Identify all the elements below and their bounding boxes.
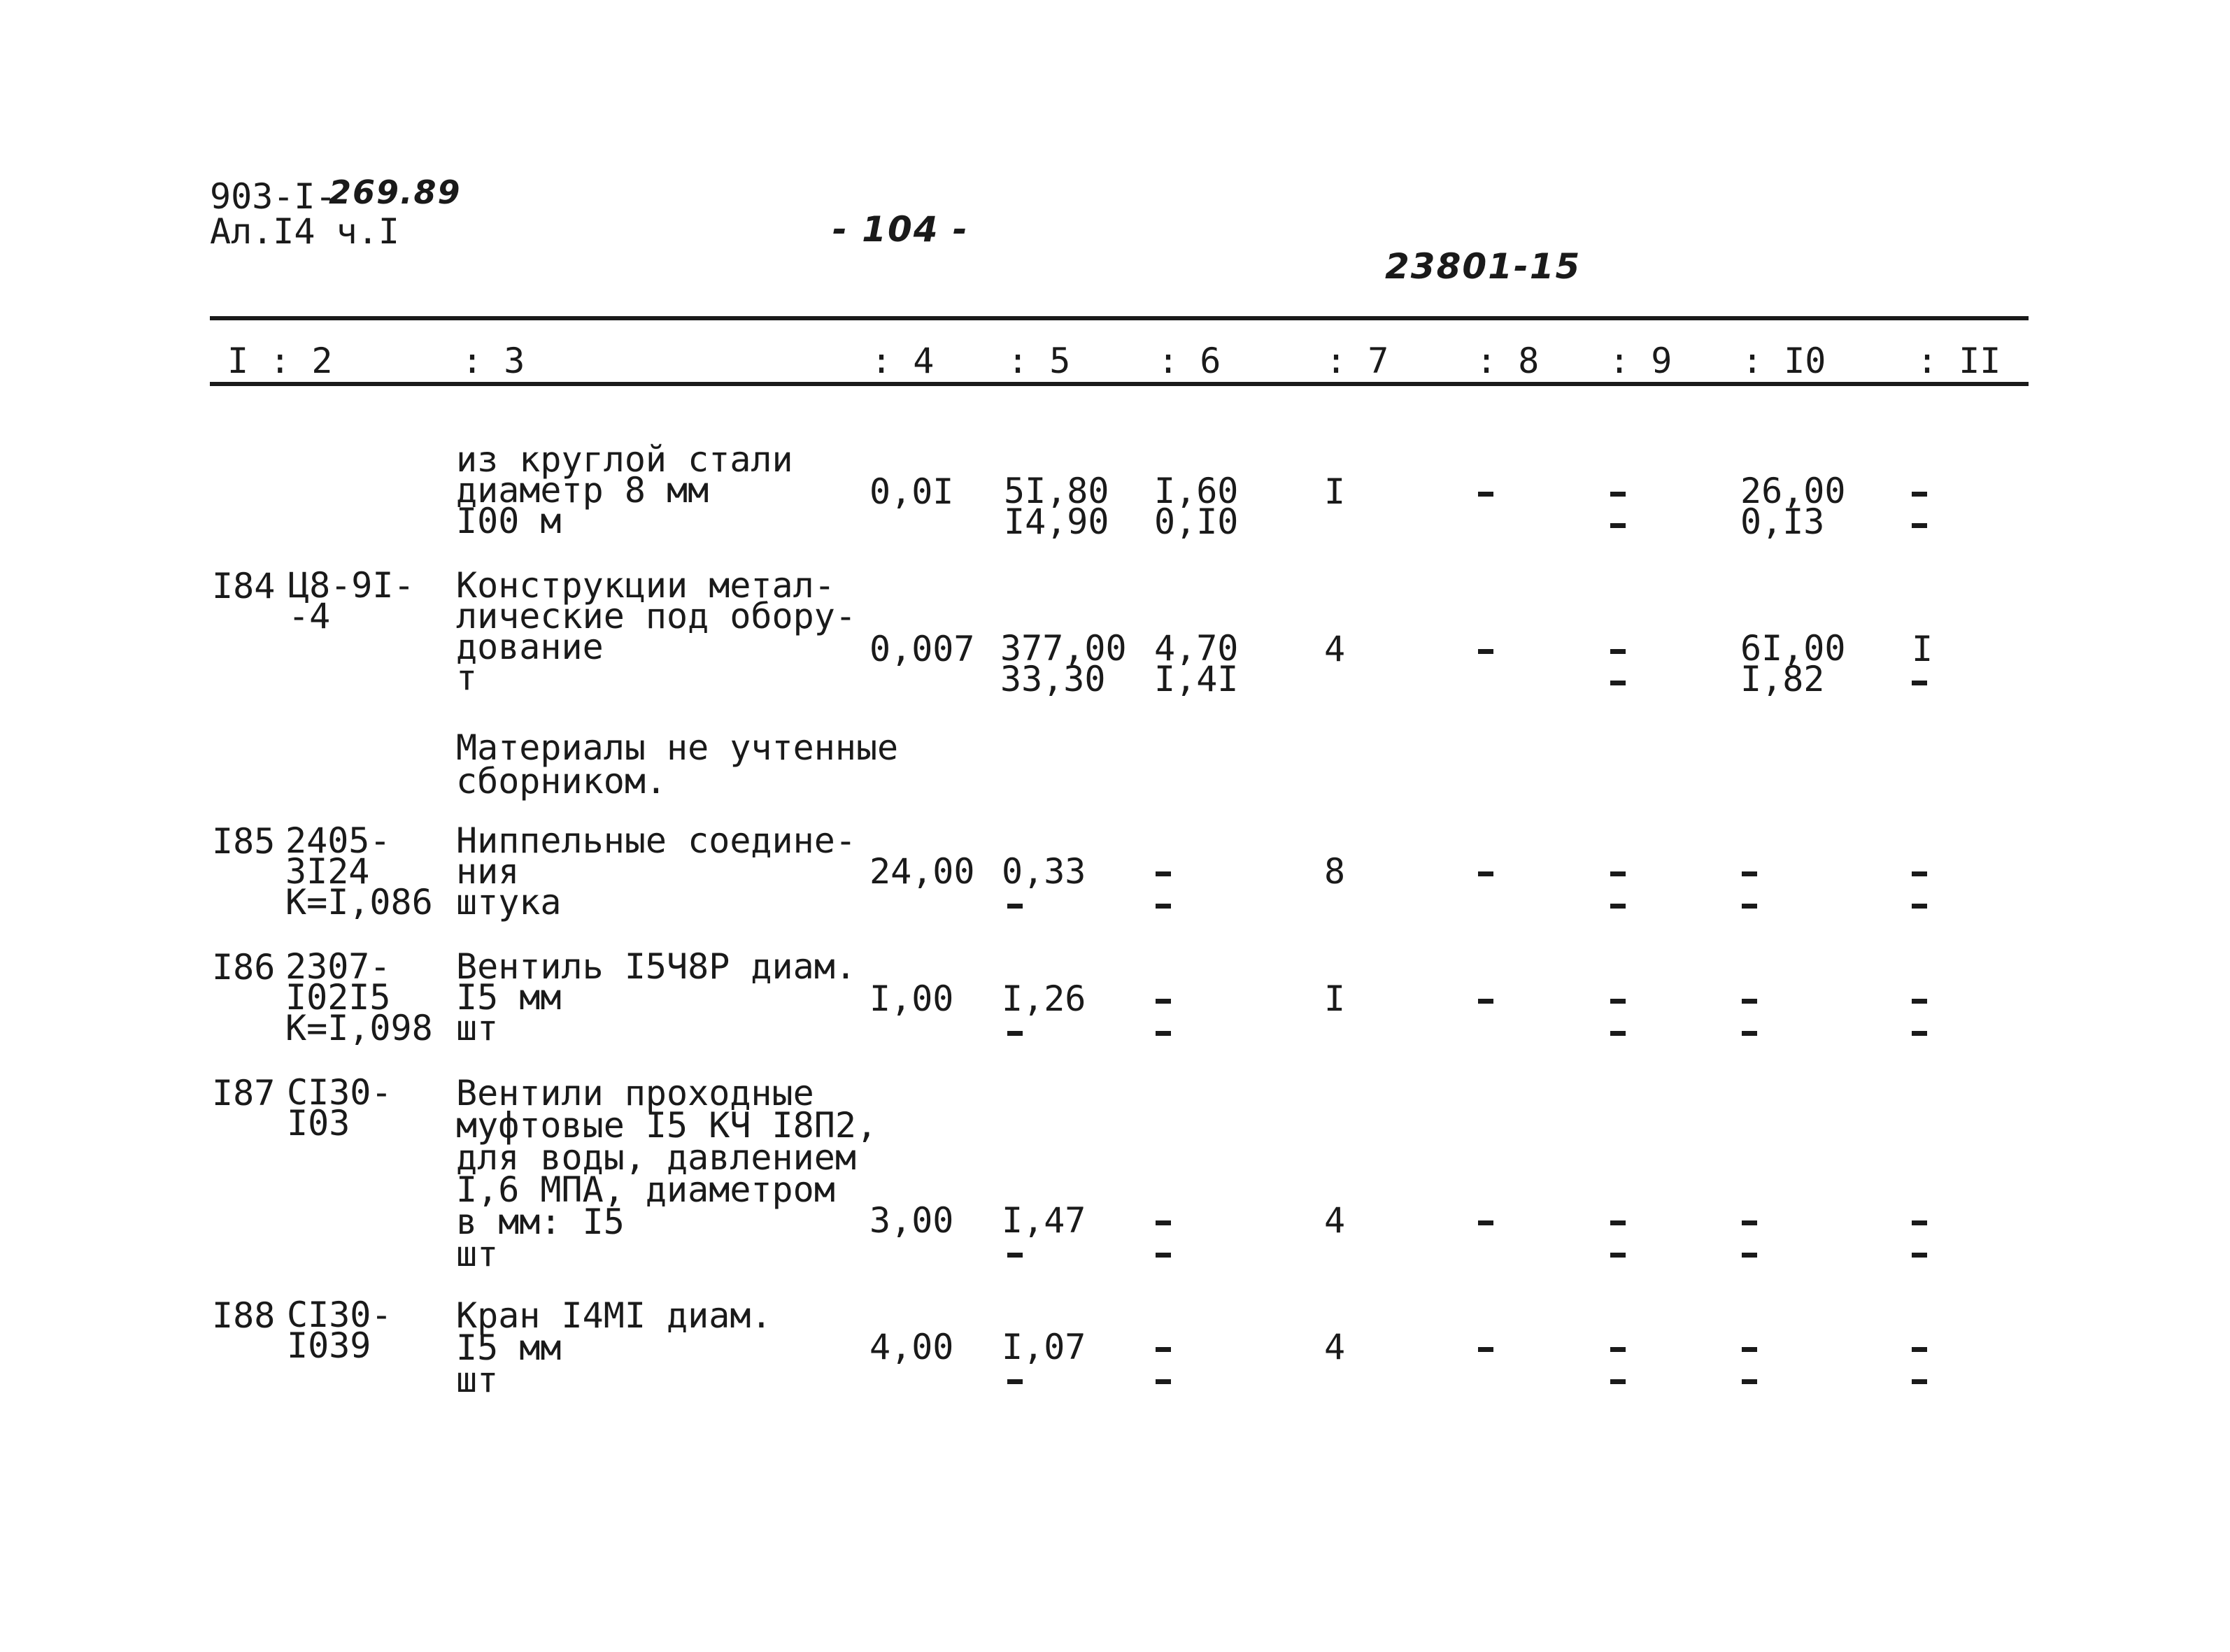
- row-col6: I,60 0,I0: [1154, 471, 1239, 542]
- row-col7: I: [1324, 471, 1346, 512]
- section-note: Материалы не учтенные сборником.: [456, 727, 899, 802]
- dash-col11: [1912, 681, 1927, 685]
- top-rule: [210, 316, 2029, 320]
- row-col5: I,07: [1002, 1327, 1086, 1367]
- column-header-8: : 8: [1476, 341, 1540, 381]
- row-quantity: 0,007: [869, 629, 975, 669]
- dash-col9: [1610, 1253, 1626, 1258]
- row-col7: 4: [1324, 629, 1346, 669]
- row-col10: 26,00 0,I3: [1740, 471, 1846, 542]
- row-col7: 4: [1324, 1327, 1346, 1367]
- dash-col6: [1156, 904, 1171, 909]
- dash-col9: [1610, 1379, 1626, 1384]
- dash-col6: [1156, 1031, 1171, 1036]
- row-code: Ц8-9I- -4: [288, 565, 415, 636]
- dash-col11: [1912, 523, 1927, 528]
- document-code-prefix: 903-I-: [210, 176, 336, 217]
- dash-col11: [1912, 1031, 1927, 1036]
- row-col10: 6I,00 I,82: [1740, 628, 1846, 699]
- row-quantity: 0,0I: [869, 471, 954, 512]
- column-header-3: : 3: [462, 341, 525, 381]
- row-col5: 377,00 33,30: [1000, 628, 1127, 699]
- dash-col11: [1912, 1253, 1927, 1258]
- dash-col11: [1912, 871, 1927, 876]
- row-col5: 0,33: [1002, 851, 1086, 892]
- dash-col9: [1610, 1031, 1626, 1036]
- dash-col9: [1610, 523, 1626, 528]
- dash-col5: [1007, 1379, 1023, 1384]
- dash-col9: [1610, 871, 1626, 876]
- dash-col6: [1156, 1347, 1171, 1352]
- header-bottom-rule: [210, 382, 2029, 386]
- dash-col6: [1156, 999, 1171, 1004]
- row-description: Вентили проходные муфтовые I5 КЧ I8П2, для воды, давлением I,6 МПА, диаметром в мм: I5 шт: [456, 1073, 878, 1274]
- dash-col6: [1156, 871, 1171, 876]
- row-col7: 4: [1324, 1200, 1346, 1241]
- dash-col8: [1478, 492, 1493, 497]
- row-number: I86: [212, 947, 276, 988]
- dash-col10: [1742, 1347, 1757, 1352]
- column-header-9: : 9: [1609, 341, 1672, 381]
- row-description: Вентиль I5Ч8Р диам. I5 мм шт: [456, 946, 856, 1048]
- column-header-10: : I0: [1742, 341, 1826, 381]
- column-header-7: : 7: [1326, 341, 1389, 381]
- dash-col11: [1912, 1347, 1927, 1352]
- column-header-6: : 6: [1158, 341, 1221, 381]
- dash-col8: [1478, 649, 1493, 654]
- row-quantity: 3,00: [869, 1200, 954, 1241]
- document-code-handwritten: 269.89: [329, 173, 462, 211]
- row-number: I85: [212, 821, 276, 862]
- row-description: из круглой стали диаметр 8 мм I00 м: [456, 439, 793, 541]
- column-header-11: : II: [1917, 341, 2001, 381]
- row-number: I87: [212, 1073, 276, 1113]
- row-col7: I: [1324, 978, 1346, 1019]
- dash-col5: [1007, 1031, 1023, 1036]
- row-col5: I,26: [1002, 978, 1086, 1019]
- row-number: I84: [212, 566, 276, 606]
- dash-col11: [1912, 1379, 1927, 1384]
- album-label: Ал.I4 ч.I: [210, 211, 399, 252]
- row-col7: 8: [1324, 851, 1346, 892]
- row-code: СI30- I039: [287, 1295, 392, 1366]
- row-description: Ниппельные соедине- ния штука: [456, 820, 856, 923]
- dash-col10: [1742, 999, 1757, 1004]
- row-quantity: 24,00: [869, 851, 975, 892]
- dash-col11: [1912, 999, 1927, 1004]
- dash-col9: [1610, 1347, 1626, 1352]
- row-description: Кран I4МI диам. I5 мм шт: [456, 1295, 772, 1400]
- row-code: СI30- I03: [287, 1072, 392, 1144]
- row-description: Конструкции метал- лические под обору- дование т: [456, 565, 856, 698]
- row-col6: 4,70 I,4I: [1154, 628, 1239, 699]
- dash-col8: [1478, 1347, 1493, 1352]
- row-number: I88: [212, 1295, 276, 1336]
- dash-col9: [1610, 649, 1626, 654]
- dash-col10: [1742, 1253, 1757, 1258]
- dash-col9: [1610, 492, 1626, 497]
- dash-col9: [1610, 681, 1626, 685]
- dash-col5: [1007, 904, 1023, 909]
- dash-col10: [1742, 904, 1757, 909]
- dash-col9: [1610, 904, 1626, 909]
- dash-col10: [1742, 1220, 1757, 1225]
- dash-col11: [1912, 904, 1927, 909]
- column-header-5: : 5: [1007, 341, 1071, 381]
- dash-col8: [1478, 871, 1493, 876]
- row-code: 2405- 3I24 К=I,086: [285, 820, 433, 923]
- row-col5: 5I,80 I4,90: [1004, 471, 1109, 542]
- dash-col6: [1156, 1220, 1171, 1225]
- row-col5: I,47: [1002, 1200, 1086, 1241]
- dash-col6: [1156, 1379, 1171, 1384]
- dash-col5: [1007, 1253, 1023, 1258]
- dash-col8: [1478, 1220, 1493, 1225]
- row-code: 2307- I02I5 К=I,098: [285, 946, 433, 1048]
- dash-col10: [1742, 1031, 1757, 1036]
- dash-col11: [1912, 1220, 1927, 1225]
- column-header-1-2: I : 2: [227, 341, 333, 381]
- row-quantity: I,00: [869, 978, 954, 1019]
- row-col11: I: [1912, 629, 1933, 669]
- dash-col6: [1156, 1253, 1171, 1258]
- document-number: 23801-15: [1385, 246, 1582, 287]
- row-quantity: 4,00: [869, 1327, 954, 1367]
- dash-col8: [1478, 999, 1493, 1004]
- dash-col9: [1610, 1220, 1626, 1225]
- column-header-4: : 4: [871, 341, 935, 381]
- dash-col10: [1742, 871, 1757, 876]
- dash-col11: [1912, 492, 1927, 497]
- page-number: - 104 -: [832, 209, 969, 250]
- dash-col10: [1742, 1379, 1757, 1384]
- dash-col9: [1610, 999, 1626, 1004]
